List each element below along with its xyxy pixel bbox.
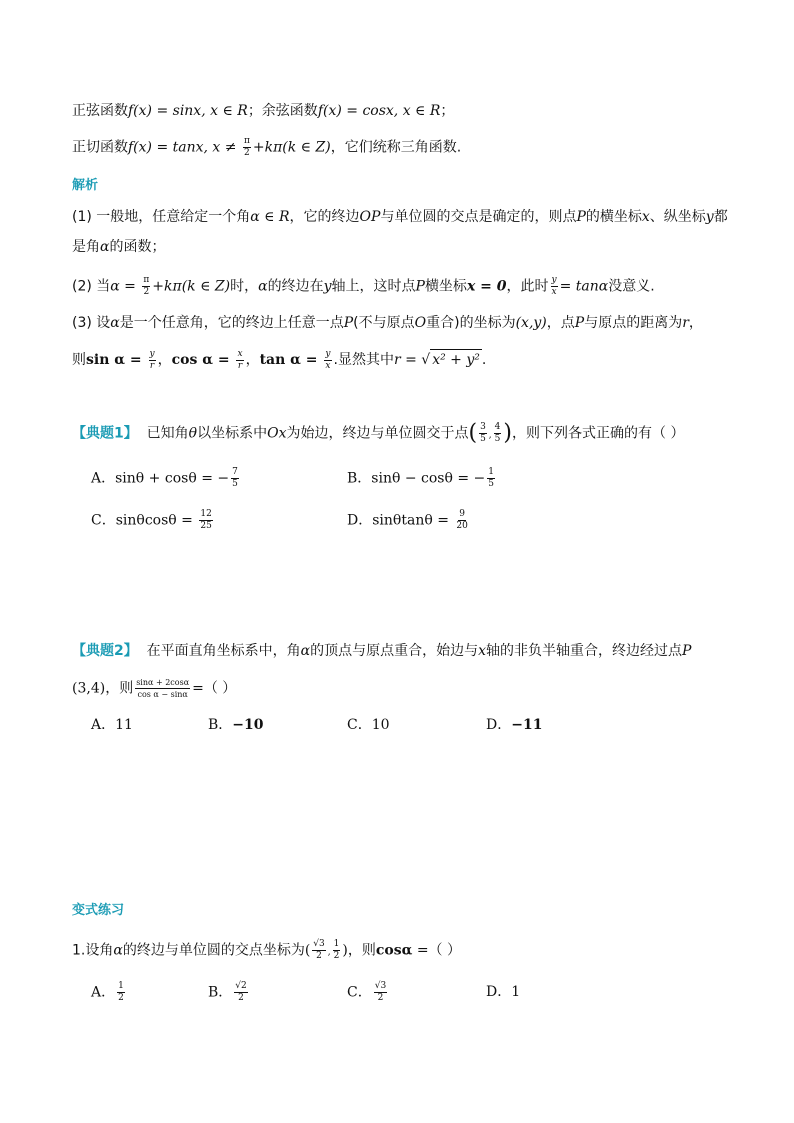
- option-label: C．: [347, 984, 372, 1001]
- text: 为始边，终边与单位圆交于点: [286, 425, 469, 442]
- fraction: $\frac{4}{5}$: [494, 422, 501, 444]
- text: ，: [245, 352, 260, 368]
- text: (1) 一般地，任意给定一个角: [72, 209, 251, 225]
- text: 以坐标系中: [197, 425, 268, 442]
- math: P: [415, 278, 425, 295]
- math: α: [258, 278, 268, 295]
- option-expr: sinθ − cosθ = −: [371, 470, 486, 487]
- option-label: B．: [208, 717, 233, 733]
- text: ，点: [546, 315, 575, 331]
- text: 的函数；: [109, 239, 166, 255]
- option-label: A．: [91, 470, 116, 487]
- text: 、纵坐标: [649, 209, 706, 225]
- math: r: [682, 315, 689, 331]
- math: O: [414, 315, 427, 331]
- fraction: $\frac{\sin\alpha + 2\cos\alpha}{\text{cos α − sinα}}$: [136, 678, 190, 699]
- intro-line-1: [72, 101, 454, 121]
- text: ，则: [347, 942, 376, 959]
- practice-option-d[interactable]: [486, 982, 520, 1002]
- practice-heading: 变式练习: [72, 903, 125, 918]
- text: ，它的终边: [289, 209, 360, 225]
- text: .: [481, 352, 487, 368]
- option-expr: sinθcosθ =: [115, 512, 198, 529]
- math: α ∈ R: [250, 209, 290, 225]
- analysis-heading: 解析: [72, 178, 99, 193]
- fraction: $\frac{7}{5}$: [232, 467, 238, 489]
- intro-line-2: [72, 137, 461, 158]
- example-2-line2: [72, 678, 236, 699]
- option-value: 1: [511, 984, 521, 1000]
- option-label: D．: [486, 717, 512, 733]
- ex2-option-c[interactable]: [347, 715, 390, 735]
- math: tan α =: [259, 352, 323, 368]
- text: (不与原点: [353, 315, 415, 331]
- text: 的终边与单位圆的交点坐标为: [122, 942, 305, 959]
- fraction: $\frac{y}{r}$: [149, 348, 155, 371]
- text: (3) 设: [72, 315, 111, 331]
- text: ，则: [105, 680, 134, 697]
- math: x: [478, 643, 487, 659]
- comma: ,: [488, 430, 492, 441]
- text: 则: [72, 352, 86, 368]
- fraction: $\frac{x}{r}$: [237, 348, 243, 371]
- formula-tail: +kπ(k ∈ Z): [252, 139, 331, 156]
- fraction: $\frac{√2}{2}$: [235, 981, 247, 1003]
- ex2-option-d[interactable]: [486, 715, 542, 735]
- text: 没意义.: [608, 278, 655, 295]
- example-tag: 【典题2】: [72, 643, 138, 659]
- math: α =: [110, 278, 141, 295]
- text: .显然其中: [333, 352, 394, 368]
- text: ，它们统称三角函数.: [330, 139, 462, 156]
- analysis-p3-line1: [72, 313, 703, 333]
- math: r =: [393, 352, 422, 368]
- option-label: B．: [347, 470, 372, 487]
- text: 1.设角: [72, 942, 114, 959]
- comma: ,: [327, 947, 331, 958]
- ex2-option-b[interactable]: [208, 715, 264, 735]
- ex1-option-b[interactable]: [347, 468, 497, 489]
- fraction: $\frac{9}{20}$: [456, 509, 468, 531]
- cos-function-formula: f(x) = cosx, x ∈ R: [317, 103, 441, 119]
- ex2-option-a[interactable]: [91, 715, 133, 735]
- option-value: −11: [511, 717, 543, 733]
- math: P: [576, 209, 586, 225]
- fraction: $\frac{12}{25}$: [200, 509, 212, 531]
- math: (3,4): [72, 680, 106, 697]
- analysis-p1-line2: [72, 237, 165, 257]
- text: =（ ）: [192, 680, 237, 697]
- math: OP: [359, 209, 381, 225]
- text: 轴上，这时点: [331, 278, 416, 295]
- math: x: [641, 209, 650, 225]
- sin-function-formula: f(x) = sinx, x ∈ R: [128, 103, 248, 119]
- text: (2) 当: [72, 278, 111, 295]
- example-tag: 【典题1】: [72, 425, 138, 442]
- math: x = 0: [466, 278, 507, 295]
- fraction: $\frac{3}{5}$: [480, 422, 486, 444]
- option-label: A．: [91, 717, 116, 733]
- option-value: −10: [232, 717, 264, 733]
- ex1-option-c[interactable]: [91, 510, 215, 531]
- option-label: B．: [208, 984, 233, 1001]
- text: 的顶点与原点重合，始边与: [310, 643, 479, 659]
- text: 是一个任意角，它的终边上任意一点: [119, 315, 344, 331]
- text: =（ ）: [412, 942, 462, 959]
- analysis-p2: [72, 276, 655, 297]
- practice-option-c[interactable]: [347, 982, 389, 1003]
- text: 在平面直角坐标系中，角: [146, 643, 301, 659]
- math: cos α =: [171, 352, 235, 368]
- math: sin α =: [86, 352, 147, 368]
- option-expr: sinθtanθ =: [372, 512, 454, 529]
- analysis-p1-line1: [72, 207, 728, 227]
- text: 与单位圆的交点是确定的，则点: [380, 209, 577, 225]
- radicand: x² + y²: [430, 349, 482, 370]
- ex1-option-d[interactable]: [347, 510, 471, 531]
- text: ；余弦函数: [247, 103, 318, 119]
- paren: (: [304, 942, 311, 959]
- math: (x,y): [515, 315, 547, 331]
- fraction: $\frac{y}{x}$: [551, 275, 557, 297]
- math: P: [682, 643, 692, 659]
- practice-option-b[interactable]: [208, 982, 250, 1003]
- paren: ): [503, 420, 512, 446]
- tan-function-formula: f(x) = tanx, x ≠: [128, 139, 241, 156]
- text: 与原点的距离为: [584, 315, 683, 331]
- ex1-option-a[interactable]: [91, 468, 241, 489]
- fraction: $\frac{\pi}{2}$: [243, 136, 250, 158]
- text: ，: [688, 315, 703, 331]
- fraction: $\frac{y}{x}$: [325, 348, 331, 371]
- math: y: [705, 209, 714, 225]
- paren: (: [468, 420, 478, 446]
- text: 都: [713, 209, 728, 225]
- fraction: $\frac{√3}{2}$: [313, 939, 325, 961]
- text: 的横坐标: [585, 209, 642, 225]
- paren: ): [342, 942, 348, 959]
- fraction: $\frac{\pi}{2}$: [143, 275, 150, 297]
- math: y: [323, 278, 332, 295]
- text: ；: [440, 103, 455, 119]
- math: α: [110, 315, 120, 331]
- fraction: $\frac{1}{5}$: [488, 467, 495, 489]
- text: 重合)的坐标为: [426, 315, 516, 331]
- text: 正弦函数: [72, 103, 128, 119]
- math: α: [300, 643, 311, 659]
- option-value: 10: [371, 717, 390, 733]
- text: ，此时: [506, 278, 549, 295]
- practice-question-1: [72, 940, 461, 963]
- option-value: 11: [115, 717, 133, 733]
- fraction: $\frac{1}{2}$: [333, 939, 340, 961]
- example-2-stem: [72, 641, 691, 661]
- text: 时，: [230, 278, 259, 295]
- option-label: A．: [91, 984, 116, 1001]
- sqrt-symbol: √: [421, 352, 431, 368]
- example-1-stem: [72, 420, 685, 446]
- option-expr: sinθ + cosθ = −: [115, 470, 230, 487]
- fraction: $\frac{√3}{2}$: [374, 981, 387, 1003]
- math: +kπ(k ∈ Z): [152, 278, 231, 295]
- option-label: C．: [347, 717, 372, 733]
- option-label: C．: [91, 512, 116, 529]
- option-label: D．: [347, 512, 373, 529]
- math: θ: [188, 425, 198, 442]
- text: 的终边在: [267, 278, 324, 295]
- fraction: $\frac{1}{2}$: [118, 981, 124, 1003]
- math: cosα: [375, 942, 413, 959]
- option-label: D．: [486, 984, 512, 1000]
- text: 正切函数: [72, 139, 128, 156]
- analysis-p3-line2: [72, 349, 486, 371]
- text: 轴的非负半轴重合，终边经过点: [486, 643, 683, 659]
- text: 已知角: [146, 425, 189, 442]
- math: P: [343, 315, 354, 331]
- math: P: [574, 315, 585, 331]
- math: Ox: [267, 425, 287, 442]
- practice-option-a[interactable]: [91, 982, 127, 1003]
- math: α: [113, 942, 123, 959]
- text: 横坐标: [424, 278, 467, 295]
- text: 是角: [72, 239, 100, 255]
- math: α: [100, 239, 110, 255]
- text: ，则下列各式正确的有（ ）: [512, 425, 685, 442]
- math: = tanα: [559, 278, 609, 295]
- text: ，: [157, 352, 172, 368]
